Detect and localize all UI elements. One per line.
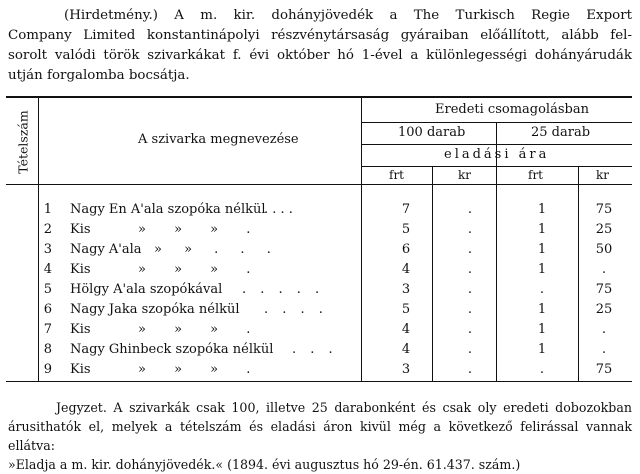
header-25-pieces: 25 darab [531, 125, 591, 140]
price-100-kr: . [467, 282, 473, 297]
table-row [6, 322, 632, 344]
price-100-frt: 4 [401, 322, 411, 337]
intro-line: utján forgalomba bocsátja. [8, 68, 190, 83]
item-name: Nagy En A'ala szopóka nélkül [70, 202, 266, 217]
price-25-frt: . [539, 362, 545, 377]
unit-kr: kr [458, 168, 472, 182]
item-number: 2 [43, 222, 52, 237]
note-line: árusithatók el, melyek a tételszám és eladási áron kivül még a következő felirással vannak ellátva: [8, 419, 632, 453]
price-25-kr: . [601, 322, 607, 337]
divider [361, 166, 632, 167]
note-line: Jegyzet. A szivarkák csak 100, illetve 25 darabonként és csak oly eredeti dobozokban [56, 400, 632, 415]
price-100-frt: 5 [401, 222, 411, 237]
table-row [6, 222, 632, 244]
table-row [6, 362, 632, 384]
item-name: Kis [70, 262, 91, 277]
intro-line: Company Limited konstantinápolyi részvénytársaság gyáraiban előállított, alább fel- [8, 28, 632, 43]
unit-frt: frt [528, 168, 543, 182]
price-25-kr: . [601, 262, 607, 277]
header-name: A szivarka megnevezése [138, 132, 299, 147]
item-name: Kis [70, 362, 91, 377]
table-row [6, 242, 632, 264]
item-number: 4 [43, 262, 52, 277]
footnote [8, 398, 632, 474]
price-25-kr: 50 [595, 242, 613, 257]
price-100-kr: . [467, 262, 473, 277]
item-number: 1 [43, 202, 52, 217]
price-100-kr: . [467, 322, 473, 337]
price-25-frt: 1 [537, 242, 547, 257]
header-selling-price: eladási ára [444, 147, 550, 162]
leader-dots: . . . . . [242, 282, 320, 297]
price-25-frt: 1 [537, 302, 547, 317]
price-100-frt: 6 [401, 242, 411, 257]
price-100-frt: 7 [401, 202, 411, 217]
price-25-kr: 75 [595, 282, 613, 297]
leader-dots: . . . [292, 342, 333, 357]
divider [361, 144, 632, 145]
item-name: Nagy Ghinbeck szopóka nélkül [70, 342, 274, 357]
table-row [6, 342, 632, 364]
item-name: Nagy Jaka szopóka nélkül [70, 302, 240, 317]
unit-frt: frt [389, 168, 404, 182]
price-25-kr: 25 [595, 302, 613, 317]
leader-dots: . . . . [264, 302, 323, 317]
leader-dots: . . . . [264, 202, 293, 217]
leader-dots: » » » . [138, 262, 251, 277]
price-100-kr: . [467, 242, 473, 257]
leader-dots: » » » . [138, 222, 251, 237]
item-number: 6 [43, 302, 52, 317]
price-25-kr: 75 [595, 362, 613, 377]
header-rule [6, 184, 632, 185]
table-row [6, 302, 632, 324]
price-100-frt: 5 [401, 302, 411, 317]
item-number: 5 [43, 282, 52, 297]
price-25-frt: 1 [537, 262, 547, 277]
price-100-frt: 4 [401, 342, 411, 357]
header-original-packaging: Eredeti csomagolásban [435, 102, 589, 117]
price-100-kr: . [467, 342, 473, 357]
unit-kr: kr [596, 168, 610, 182]
item-name: Kis [70, 322, 91, 337]
price-25-kr: 25 [595, 222, 613, 237]
header-100-pieces: 100 darab [398, 125, 466, 140]
header-item-number: Tételszám [15, 110, 31, 174]
price-table [6, 96, 632, 382]
item-name: Hölgy A'ala szopókával [70, 282, 223, 297]
price-25-kr: 75 [595, 202, 613, 217]
item-number: 3 [43, 242, 52, 257]
price-25-frt: 1 [537, 222, 547, 237]
price-100-frt: 3 [401, 362, 411, 377]
item-number: 7 [43, 322, 52, 337]
intro-line: sorolt valódi török szivarkákat f. évi október hó 1-ével a különlegességi dohányárudák [8, 48, 632, 63]
table-row [6, 282, 632, 304]
table-top-rule [6, 96, 632, 98]
item-number: 9 [43, 362, 52, 377]
divider [361, 122, 632, 123]
price-100-kr: . [467, 222, 473, 237]
note-line: »Eladja a m. kir. dohányjövedék.« (1894. évi augusztus hó 29-én. 61.437. szám.) [8, 457, 521, 472]
item-name: Nagy A'ala [70, 242, 142, 257]
intro-line: (Hirdetmény.) A m. kir. dohányjövedék a The Turkisch Regie Export [64, 8, 632, 23]
price-25-frt: . [539, 282, 545, 297]
price-25-frt: 1 [537, 202, 547, 217]
price-25-frt: 1 [537, 342, 547, 357]
item-name: Kis [70, 222, 91, 237]
leader-dots: » » . . . [154, 242, 271, 257]
announcement-text [8, 6, 632, 86]
price-100-frt: 3 [401, 282, 411, 297]
price-25-frt: 1 [537, 322, 547, 337]
price-100-frt: 4 [401, 262, 411, 277]
price-100-kr: . [467, 302, 473, 317]
price-100-kr: . [467, 362, 473, 377]
leader-dots: » » » . [138, 362, 251, 377]
item-number: 8 [43, 342, 52, 357]
price-25-kr: . [601, 342, 607, 357]
leader-dots: » » » . [138, 322, 251, 337]
price-100-kr: . [467, 202, 473, 217]
table-row [6, 202, 632, 224]
table-row [6, 262, 632, 284]
